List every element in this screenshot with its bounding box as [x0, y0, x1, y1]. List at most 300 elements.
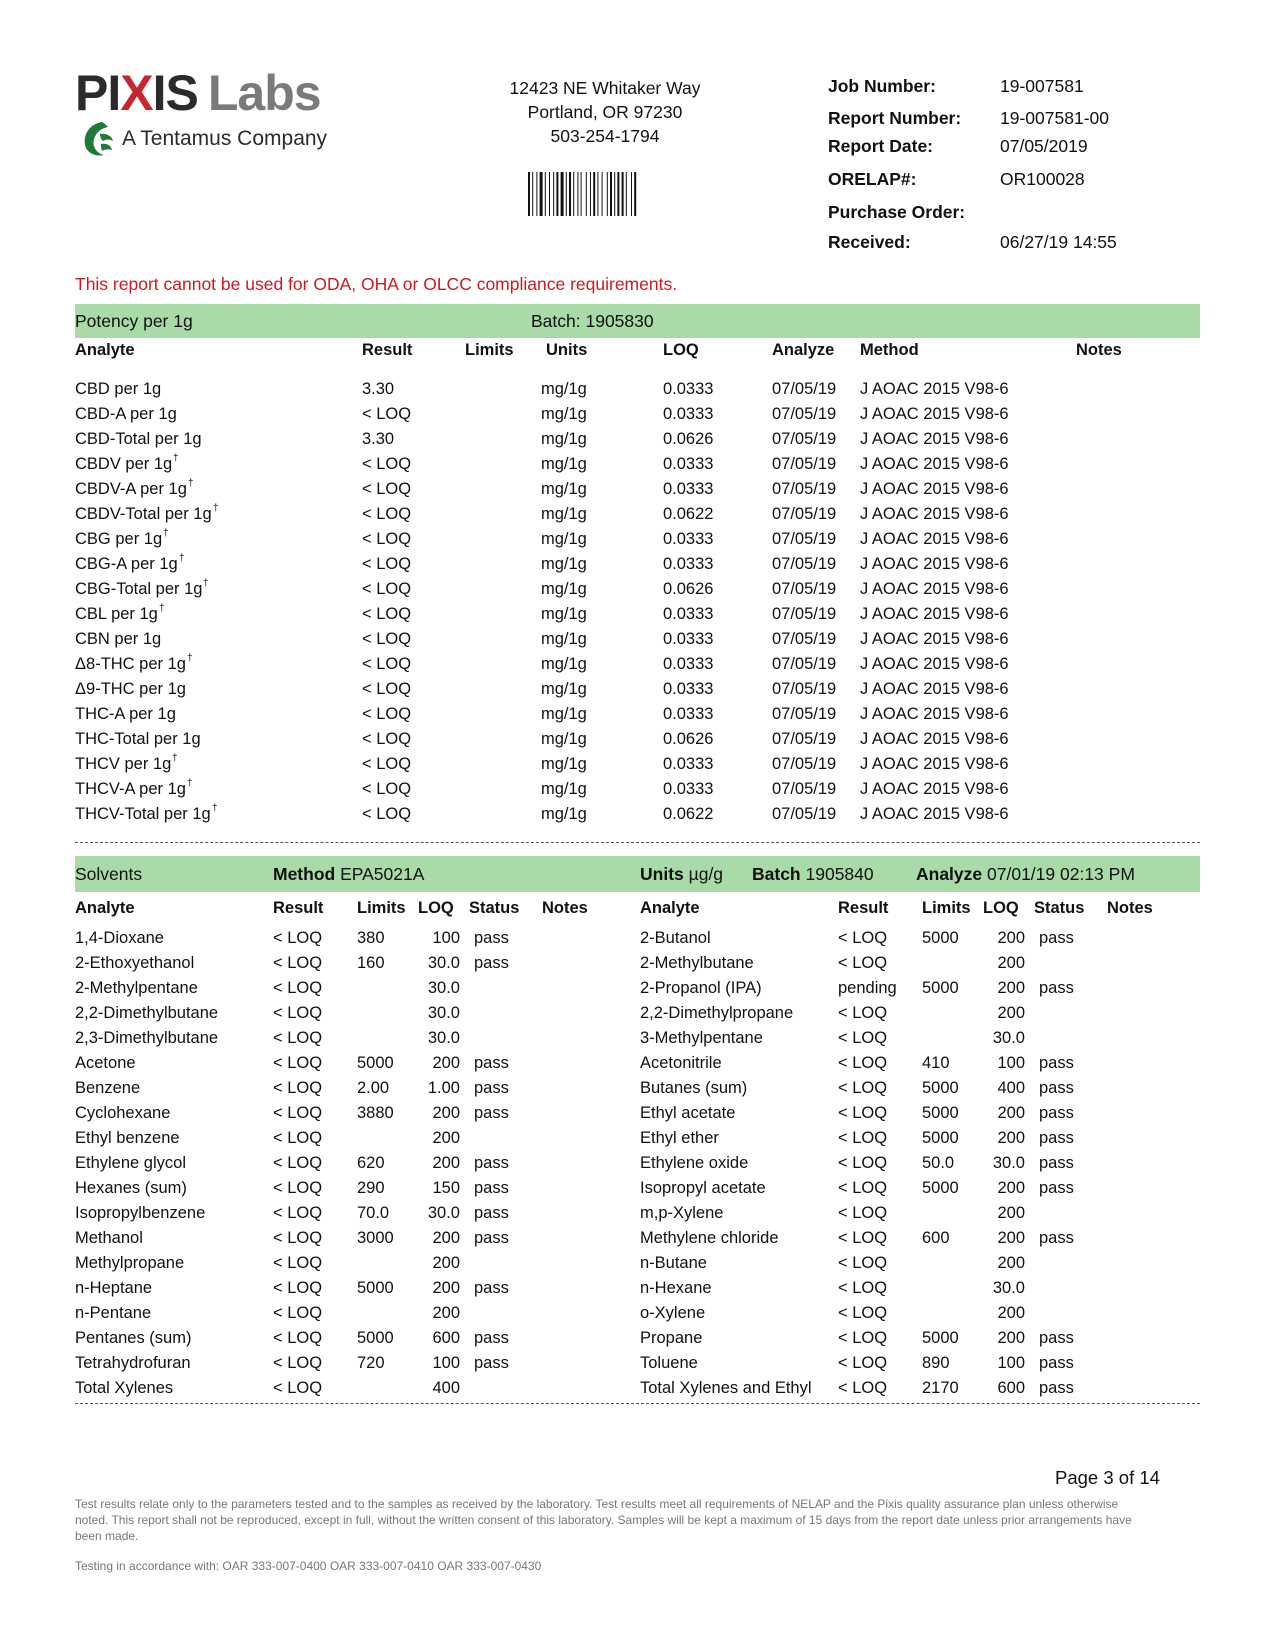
cell-result: < LOQ — [838, 1229, 888, 1247]
cell-status: pass — [474, 1229, 509, 1247]
cell-analyte: Ethyl benzene — [75, 1129, 180, 1147]
cell-result: < LOQ — [273, 954, 323, 972]
cell-loq: 200 — [997, 1204, 1025, 1222]
cell-analyte: 1,4-Dioxane — [75, 929, 164, 947]
cell-analyte: 2-Ethoxyethanol — [75, 954, 195, 972]
dagger-footnote-mark: † — [188, 478, 194, 489]
cell-limits: 5000 — [357, 1329, 394, 1347]
compliance-warning: This report cannot be used for ODA, OHA or OLCC compliance requirements. — [75, 274, 678, 294]
cell-analyte: THCV-Total per 1g — [75, 805, 211, 823]
potency-batch: Batch: 1905830 — [531, 311, 654, 331]
cell-analyte: o-Xylene — [640, 1304, 706, 1322]
cell-result: pending — [838, 979, 897, 997]
cell-units: mg/1g — [541, 555, 587, 573]
cell-loq: 0.0622 — [663, 805, 714, 823]
column-header: Limits — [922, 899, 971, 917]
cell-analyte: CBD-Total per 1g — [75, 430, 202, 448]
cell-analyte: CBDV per 1g — [75, 455, 173, 473]
cell-result: < LOQ — [362, 780, 412, 798]
cell-loq: 0.0333 — [663, 780, 714, 798]
cell-result: < LOQ — [273, 979, 323, 997]
cell-method: J AOAC 2015 V98-6 — [860, 630, 1009, 648]
cell-analyze: 07/05/19 — [772, 505, 837, 523]
cell-status: pass — [474, 1354, 509, 1372]
cell-limits: 620 — [357, 1154, 385, 1172]
cell-analyte: Benzene — [75, 1079, 141, 1097]
cell-loq: 30.0 — [427, 954, 460, 972]
cell-analyze: 07/05/19 — [772, 630, 837, 648]
cell-analyte: Acetone — [75, 1054, 136, 1072]
barcode-icon — [528, 172, 670, 216]
cell-analyte: CBG-Total per 1g — [75, 580, 203, 598]
dagger-footnote-mark: † — [172, 753, 178, 764]
cell-status: pass — [474, 1179, 509, 1197]
column-header: LOQ — [983, 899, 1019, 917]
cell-status: pass — [1039, 1079, 1074, 1097]
cell-result: < LOQ — [838, 1379, 888, 1397]
cell-limits: 5000 — [922, 929, 959, 947]
cell-result: < LOQ — [273, 1104, 323, 1122]
page-number: Page 3 of 14 — [1055, 1467, 1160, 1488]
cell-analyte: Acetonitrile — [640, 1054, 722, 1072]
cell-result: < LOQ — [362, 530, 412, 548]
cell-method: J AOAC 2015 V98-6 — [860, 455, 1009, 473]
section-divider-bottom — [75, 1403, 1200, 1404]
cell-analyte: THC-A per 1g — [75, 705, 176, 723]
cell-loq: 30.0 — [992, 1279, 1025, 1297]
cell-limits: 3880 — [357, 1104, 394, 1122]
cell-analyte: 2-Butanol — [640, 929, 711, 947]
cell-limits: 160 — [357, 954, 385, 972]
cell-units: mg/1g — [541, 755, 587, 773]
cell-analyze: 07/05/19 — [772, 780, 837, 798]
cell-limits: 410 — [922, 1054, 950, 1072]
potency-section-header — [75, 304, 1200, 338]
cell-loq: 200 — [432, 1054, 460, 1072]
cell-analyte: n-Pentane — [75, 1304, 152, 1322]
cell-analyte: Isopropyl acetate — [640, 1179, 766, 1197]
cell-loq: 30.0 — [992, 1029, 1025, 1047]
cell-result: < LOQ — [273, 1354, 323, 1372]
cell-result: < LOQ — [273, 1379, 323, 1397]
cell-limits: 5000 — [922, 1129, 959, 1147]
cell-analyte: THCV-A per 1g — [75, 780, 186, 798]
cell-method: J AOAC 2015 V98-6 — [860, 530, 1009, 548]
cell-limits: 720 — [357, 1354, 385, 1372]
cell-loq: 0.0333 — [663, 630, 714, 648]
cell-units: mg/1g — [541, 605, 587, 623]
cell-result: 3.30 — [362, 430, 395, 448]
cell-analyte: 2,2-Dimethylpropane — [640, 1004, 794, 1022]
cell-status: pass — [1039, 1104, 1074, 1122]
cell-analyze: 07/05/19 — [772, 480, 837, 498]
cell-units: mg/1g — [541, 580, 587, 598]
cell-method: J AOAC 2015 V98-6 — [860, 805, 1009, 823]
cell-result: < LOQ — [362, 805, 412, 823]
cell-analyte: CBN per 1g — [75, 630, 162, 648]
potency-title: Potency per 1g — [75, 311, 193, 331]
cell-limits: 380 — [357, 929, 385, 947]
cell-analyte: Total Xylenes — [75, 1379, 174, 1397]
cell-loq: 150 — [432, 1179, 460, 1197]
cell-units: mg/1g — [541, 780, 587, 798]
cell-analyte: Toluene — [640, 1354, 698, 1372]
cell-loq: 100 — [432, 929, 460, 947]
cell-analyte: Ethyl ether — [640, 1129, 719, 1147]
cell-analyte: 2,2-Dimethylbutane — [75, 1004, 219, 1022]
cell-limits: 2.00 — [357, 1079, 390, 1097]
cell-status: pass — [1039, 1379, 1074, 1397]
solvents-units: Units µg/g — [640, 864, 724, 884]
cell-analyte: Hexanes (sum) — [75, 1179, 187, 1197]
dagger-footnote-mark: † — [212, 803, 218, 814]
column-header: Analyte — [640, 899, 700, 917]
cell-analyte: CBD-A per 1g — [75, 405, 177, 423]
cell-limits: 290 — [357, 1179, 385, 1197]
cell-analyte: CBL per 1g — [75, 605, 158, 623]
cell-result: < LOQ — [838, 1279, 888, 1297]
cell-analyte: n-Butane — [640, 1254, 707, 1272]
cell-result: < LOQ — [838, 1204, 888, 1222]
cell-result: < LOQ — [362, 680, 412, 698]
cell-result: < LOQ — [362, 730, 412, 748]
cell-result: < LOQ — [838, 1179, 888, 1197]
cell-analyte: Ethyl acetate — [640, 1104, 736, 1122]
cell-method: J AOAC 2015 V98-6 — [860, 680, 1009, 698]
dagger-footnote-mark: † — [163, 528, 169, 539]
cell-analyte: CBG per 1g — [75, 530, 163, 548]
cell-loq: 200 — [997, 1254, 1025, 1272]
cell-result: < LOQ — [362, 655, 412, 673]
cell-analyze: 07/05/19 — [772, 680, 837, 698]
cell-limits: 600 — [922, 1229, 950, 1247]
cell-limits: 5000 — [922, 1079, 959, 1097]
dagger-footnote-mark: † — [203, 578, 209, 589]
cell-analyze: 07/05/19 — [772, 805, 837, 823]
testing-regulations: Testing in accordance with: OAR 333-007-0400 OAR 333-007-0410 OAR 333-007-0430 — [75, 1559, 542, 1573]
column-header: Analyte — [75, 899, 135, 917]
cell-result: < LOQ — [273, 1229, 323, 1247]
cell-result: < LOQ — [838, 1354, 888, 1372]
tentamus-leaf-icon — [82, 120, 116, 158]
column-header: LOQ — [418, 899, 454, 917]
cell-analyze: 07/05/19 — [772, 730, 837, 748]
cell-units: mg/1g — [541, 455, 587, 473]
cell-result: 3.30 — [362, 380, 395, 398]
cell-loq: 0.0333 — [663, 655, 714, 673]
cell-result: < LOQ — [838, 1329, 888, 1347]
cell-loq: 0.0333 — [663, 530, 714, 548]
cell-loq: 0.0333 — [663, 480, 714, 498]
cell-result: < LOQ — [273, 1179, 323, 1197]
cell-limits: 5000 — [922, 1104, 959, 1122]
cell-result: < LOQ — [362, 555, 412, 573]
cell-analyte: Δ9-THC per 1g — [75, 680, 186, 698]
column-header: Result — [273, 899, 324, 917]
cell-loq: 0.0333 — [663, 455, 714, 473]
dagger-footnote-mark: † — [159, 603, 165, 614]
cell-loq: 30.0 — [427, 1204, 460, 1222]
cell-status: pass — [474, 1204, 509, 1222]
cell-limits: 5000 — [357, 1279, 394, 1297]
cell-result: < LOQ — [838, 1104, 888, 1122]
cell-analyte: THCV per 1g — [75, 755, 172, 773]
section-divider — [75, 842, 1200, 843]
cell-result: < LOQ — [273, 1279, 323, 1297]
cell-limits: 5000 — [357, 1054, 394, 1072]
cell-loq: 200 — [997, 1129, 1025, 1147]
cell-analyze: 07/05/19 — [772, 580, 837, 598]
cell-limits: 5000 — [922, 1329, 959, 1347]
cell-loq: 0.0626 — [663, 730, 714, 748]
cell-loq: 200 — [997, 1304, 1025, 1322]
cell-result: < LOQ — [273, 1079, 323, 1097]
cell-method: J AOAC 2015 V98-6 — [860, 555, 1009, 573]
cell-loq: 200 — [432, 1129, 460, 1147]
cell-status: pass — [474, 1279, 509, 1297]
cell-loq: 30.0 — [427, 1029, 460, 1047]
cell-status: pass — [474, 1079, 509, 1097]
cell-result: < LOQ — [362, 455, 412, 473]
cell-analyte: 2,3-Dimethylbutane — [75, 1029, 219, 1047]
cell-analyte: CBDV-Total per 1g — [75, 505, 212, 523]
cell-status: pass — [1039, 1179, 1074, 1197]
cell-units: mg/1g — [541, 705, 587, 723]
cell-status: pass — [474, 954, 509, 972]
cell-result: < LOQ — [273, 1004, 323, 1022]
cell-loq: 200 — [997, 954, 1025, 972]
cell-result: < LOQ — [838, 929, 888, 947]
cell-units: mg/1g — [541, 480, 587, 498]
cell-analyte: Ethylene oxide — [640, 1154, 749, 1172]
cell-result: < LOQ — [273, 1054, 323, 1072]
cell-analyze: 07/05/19 — [772, 605, 837, 623]
cell-result: < LOQ — [362, 605, 412, 623]
cell-analyte: Ethylene glycol — [75, 1154, 186, 1172]
cell-analyze: 07/05/19 — [772, 655, 837, 673]
cell-analyze: 07/05/19 — [772, 555, 837, 573]
cell-units: mg/1g — [541, 680, 587, 698]
cell-loq: 30.0 — [427, 1004, 460, 1022]
cell-status: pass — [1039, 1354, 1074, 1372]
cell-loq: 200 — [432, 1154, 460, 1172]
cell-analyte: Total Xylenes and Ethyl — [640, 1379, 812, 1397]
column-header: Notes — [542, 899, 588, 917]
address-line1: 12423 NE Whitaker Way — [509, 78, 701, 98]
cell-analyte: CBDV-A per 1g — [75, 480, 187, 498]
cell-status: pass — [1039, 1129, 1074, 1147]
cell-result: < LOQ — [273, 1029, 323, 1047]
cell-loq: 400 — [997, 1079, 1025, 1097]
cell-analyze: 07/05/19 — [772, 755, 837, 773]
cell-units: mg/1g — [541, 405, 587, 423]
pixis-labs-logo: PIXIS Labs — [75, 65, 321, 121]
cell-result: < LOQ — [273, 1329, 323, 1347]
cell-loq: 200 — [997, 1179, 1025, 1197]
solvents-section-header — [75, 856, 1200, 892]
cell-loq: 0.0333 — [663, 755, 714, 773]
cell-analyte: Methylene chloride — [640, 1229, 779, 1247]
cell-result: < LOQ — [273, 1154, 323, 1172]
cell-analyte: THC-Total per 1g — [75, 730, 201, 748]
column-header: Status — [1034, 899, 1085, 917]
cell-analyte: Butanes (sum) — [640, 1079, 748, 1097]
dagger-footnote-mark: † — [187, 778, 193, 789]
cell-status: pass — [474, 1104, 509, 1122]
cell-loq: 0.0333 — [663, 405, 714, 423]
cell-units: mg/1g — [541, 630, 587, 648]
cell-analyte: Methylpropane — [75, 1254, 185, 1272]
cell-units: mg/1g — [541, 380, 587, 398]
cell-units: mg/1g — [541, 805, 587, 823]
lab-address — [480, 76, 730, 148]
column-header: Result — [838, 899, 889, 917]
cell-limits: 70.0 — [357, 1204, 390, 1222]
solvents-method: Method EPA5021A — [273, 864, 425, 884]
cell-loq: 0.0333 — [663, 555, 714, 573]
cell-result: < LOQ — [362, 630, 412, 648]
logo-tagline: A Tentamus Company — [82, 120, 327, 158]
cell-method: J AOAC 2015 V98-6 — [860, 655, 1009, 673]
cell-result: < LOQ — [362, 405, 412, 423]
cell-result: < LOQ — [362, 755, 412, 773]
cell-method: J AOAC 2015 V98-6 — [860, 605, 1009, 623]
cell-method: J AOAC 2015 V98-6 — [860, 755, 1009, 773]
cell-analyte: Tetrahydrofuran — [75, 1354, 191, 1372]
column-header: Status — [469, 899, 520, 917]
cell-loq: 200 — [432, 1229, 460, 1247]
cell-analyte: Methanol — [75, 1229, 143, 1247]
cell-result: < LOQ — [838, 1004, 888, 1022]
cell-analyte: Isopropylbenzene — [75, 1204, 206, 1222]
cell-result: < LOQ — [273, 1254, 323, 1272]
cell-result: < LOQ — [273, 1304, 323, 1322]
cell-result: < LOQ — [273, 929, 323, 947]
cell-analyze: 07/05/19 — [772, 455, 837, 473]
cell-analyte: Propane — [640, 1329, 703, 1347]
cell-loq: 400 — [432, 1379, 460, 1397]
dagger-footnote-mark: † — [179, 553, 185, 564]
dagger-footnote-mark: † — [213, 503, 219, 514]
cell-loq: 200 — [432, 1254, 460, 1272]
column-header: Limits — [357, 899, 406, 917]
column-header: Notes — [1107, 899, 1153, 917]
cell-analyte: CBG-A per 1g — [75, 555, 178, 573]
cell-analyte: 2-Propanol (IPA) — [640, 979, 762, 997]
cell-analyze: 07/05/19 — [772, 530, 837, 548]
cell-analyte: CBD per 1g — [75, 380, 162, 398]
cell-loq: 0.0622 — [663, 505, 714, 523]
cell-method: J AOAC 2015 V98-6 — [860, 780, 1009, 798]
cell-analyze: 07/05/19 — [772, 705, 837, 723]
cell-loq: 0.0626 — [663, 580, 714, 598]
cell-units: mg/1g — [541, 505, 587, 523]
cell-result: < LOQ — [273, 1204, 323, 1222]
cell-units: mg/1g — [541, 730, 587, 748]
cell-limits: 5000 — [922, 1179, 959, 1197]
cell-status: pass — [1039, 929, 1074, 947]
cell-loq: 100 — [997, 1354, 1025, 1372]
cell-method: J AOAC 2015 V98-6 — [860, 430, 1009, 448]
cell-analyze: 07/05/19 — [772, 430, 837, 448]
cell-loq: 200 — [432, 1304, 460, 1322]
cell-loq: 600 — [997, 1379, 1025, 1397]
cell-analyte: n-Hexane — [640, 1279, 712, 1297]
cell-loq: 200 — [432, 1279, 460, 1297]
cell-loq: 200 — [432, 1104, 460, 1122]
cell-method: J AOAC 2015 V98-6 — [860, 405, 1009, 423]
cell-result: < LOQ — [362, 580, 412, 598]
cell-limits: 2170 — [922, 1379, 959, 1397]
cell-analyte: 3-Methylpentane — [640, 1029, 763, 1047]
cell-analyte: Δ8-THC per 1g — [75, 655, 186, 673]
cell-loq: 200 — [997, 1329, 1025, 1347]
cell-method: J AOAC 2015 V98-6 — [860, 580, 1009, 598]
cell-loq: 200 — [997, 929, 1025, 947]
cell-status: pass — [474, 1154, 509, 1172]
cell-limits: 5000 — [922, 979, 959, 997]
cell-loq: 30.0 — [427, 979, 460, 997]
address-line2: Portland, OR 97230 — [527, 102, 683, 122]
cell-result: < LOQ — [838, 1254, 888, 1272]
cell-analyte: Pentanes (sum) — [75, 1329, 192, 1347]
cell-limits: 3000 — [357, 1229, 394, 1247]
cell-result: < LOQ — [273, 1129, 323, 1147]
cell-loq: 100 — [432, 1354, 460, 1372]
cell-status: pass — [474, 1054, 509, 1072]
cell-loq: 200 — [997, 979, 1025, 997]
cell-analyte: Cyclohexane — [75, 1104, 171, 1122]
solvents-batch: Batch 1905840 — [752, 864, 874, 884]
cell-status: pass — [1039, 1154, 1074, 1172]
cell-loq: 0.0333 — [663, 380, 714, 398]
cell-loq: 30.0 — [992, 1154, 1025, 1172]
cell-loq: 200 — [997, 1104, 1025, 1122]
cell-method: J AOAC 2015 V98-6 — [860, 505, 1009, 523]
dagger-footnote-mark: † — [173, 453, 179, 464]
cell-loq: 600 — [432, 1329, 460, 1347]
cell-method: J AOAC 2015 V98-6 — [860, 705, 1009, 723]
cell-result: < LOQ — [838, 1079, 888, 1097]
cell-limits: 50.0 — [922, 1154, 955, 1172]
cell-analyze: 07/05/19 — [772, 380, 837, 398]
cell-status: pass — [1039, 979, 1074, 997]
solvents-title: Solvents — [75, 864, 143, 884]
cell-result: < LOQ — [362, 505, 412, 523]
cell-units: mg/1g — [541, 530, 587, 548]
cell-result: < LOQ — [838, 954, 888, 972]
cell-analyte: 2-Methylbutane — [640, 954, 754, 972]
cell-result: < LOQ — [362, 705, 412, 723]
cell-result: < LOQ — [838, 1029, 888, 1047]
cell-method: J AOAC 2015 V98-6 — [860, 730, 1009, 748]
cell-status: pass — [1039, 1329, 1074, 1347]
cell-result: < LOQ — [838, 1154, 888, 1172]
cell-units: mg/1g — [541, 430, 587, 448]
cell-result: < LOQ — [838, 1129, 888, 1147]
cell-loq: 0.0626 — [663, 430, 714, 448]
cell-status: pass — [1039, 1054, 1074, 1072]
cell-loq: 1.00 — [427, 1079, 460, 1097]
cell-limits: 890 — [922, 1354, 950, 1372]
cell-loq: 0.0333 — [663, 705, 714, 723]
solvents-analyze: Analyze 07/01/19 02:13 PM — [916, 864, 1135, 884]
cell-analyte: m,p-Xylene — [640, 1204, 724, 1222]
cell-result: < LOQ — [838, 1054, 888, 1072]
cell-loq: 200 — [997, 1229, 1025, 1247]
disclaimer-text: Test results relate only to the parameters tested and to the samples as received by the laboratory. Test results meet all requirements of NELAP and the Pixis quality assurance plan unless otherwise noted. This report shall not be reproduced, except in full, without the written consent of this laboratory. Samples will be kept a maximum of 15 days from the report date unless prior arrangements have been made. — [75, 1497, 1132, 1543]
cell-loq: 100 — [997, 1054, 1025, 1072]
